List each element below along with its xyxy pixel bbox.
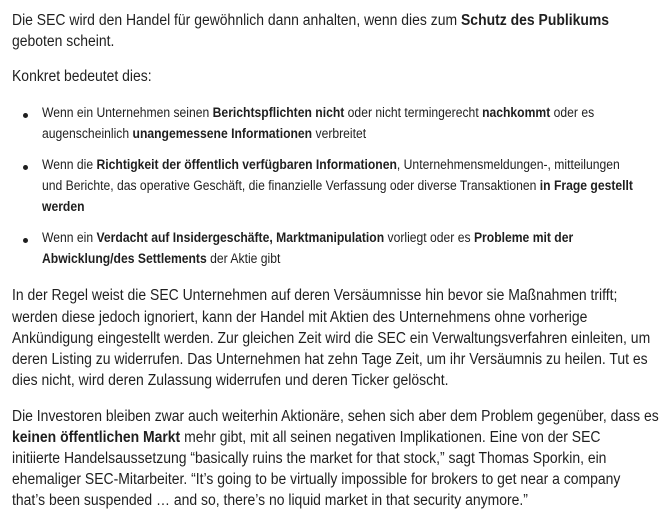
text: oder nicht termingerecht (344, 105, 483, 120)
text: Wenn ein Unternehmen seinen (42, 105, 213, 120)
text: vorliegt oder es (384, 230, 474, 245)
paragraph-line (12, 330, 650, 348)
text: geboten scheint. (12, 33, 115, 50)
bold-text: Abwicklung/des Settlements (42, 251, 207, 266)
list-item-line (42, 105, 594, 120)
text: der Aktie gibt (206, 251, 281, 266)
paragraph-line (12, 372, 449, 390)
paragraph-line (12, 450, 606, 468)
bold-text: werden (42, 199, 85, 214)
text: initiierte Handelsaussetzung “basically ruins the market for that stock,” sagt Thomas Sporkin, ein (12, 450, 607, 467)
bold-text: Schutz des Publikums (461, 12, 610, 29)
text: Wenn die (42, 157, 97, 172)
paragraph-line (12, 68, 152, 86)
bold-text: Probleme mit der (473, 230, 574, 245)
text: werden diese jedoch ignoriert, kann der Handel mit Aktien des Unternehmens ohne vorherige (12, 309, 588, 326)
bullet-icon (23, 165, 28, 170)
list-item-line (42, 199, 85, 214)
paragraph-line (12, 492, 528, 510)
list-item-line (42, 126, 366, 141)
list-item-line (42, 157, 620, 172)
paragraph-line (12, 471, 620, 489)
bold-text: Richtigkeit der öffentlich verfügbaren Informationen (96, 157, 397, 172)
bullet-icon (23, 113, 28, 118)
text: verbreitet (312, 126, 367, 141)
bold-text: in Frage gestellt (539, 178, 633, 193)
paragraph-line (12, 351, 648, 369)
text: Wenn ein (42, 230, 97, 245)
text: , Unternehmensmeldungen-, mitteilungen (396, 157, 620, 172)
paragraph-line (12, 287, 617, 305)
bold-text: nachkommt (482, 105, 551, 120)
bold-text: Verdacht auf Insidergeschäfte, Marktmanipulation (96, 230, 385, 245)
list-item-line (42, 251, 280, 266)
text: oder es (550, 105, 595, 120)
paragraph-line (12, 309, 587, 327)
text: deren Listing zu widerrufen. Das Unternehmen hat zehn Tage Zeit, um ihr Versäumnis zu heilen. Tut es (12, 351, 648, 368)
paragraph-line (12, 12, 609, 30)
bullet-icon (23, 238, 28, 243)
text: Die Investoren bleiben zwar auch weiterhin Aktionäre, sehen sich aber dem Problem gegenüber, dass es (12, 408, 659, 425)
bold-text: keinen öffentlichen Markt (12, 429, 181, 446)
text: Konkret bedeutet dies: (12, 68, 152, 85)
text: In der Regel weist die SEC Unternehmen auf deren Versäumnisse hin bevor sie Maßnahmen trifft; (12, 287, 618, 304)
paragraph-line (12, 408, 659, 426)
text: mehr gibt, mit all seinen negativen Implikationen. Eine von der SEC (180, 429, 601, 446)
paragraph-line (12, 429, 600, 447)
text: that’s been suspended … and so, there’s no liquid market in that security anymore.” (12, 492, 528, 509)
list-item-line (42, 230, 573, 245)
list-item-line (42, 178, 633, 193)
text: und Berichte, das operative Geschäft, die finanzielle Verfassung oder diverse Transaktionen (42, 178, 540, 193)
text: Ankündigung eingestellt werden. Zur gleichen Zeit wird die SEC ein Verwaltungsverfahren einleiten, um (12, 330, 651, 347)
text: dies nicht, wird deren Zulassung widerrufen und deren Ticker gelöscht. (12, 372, 449, 389)
bold-text: Berichtspflichten nicht (212, 105, 345, 120)
text: Die SEC wird den Handel für gewöhnlich dann anhalten, wenn dies zum (12, 12, 462, 29)
bold-text: unangemessene Informationen (132, 126, 313, 141)
paragraph-line (12, 33, 114, 51)
text: augenscheinlich (42, 126, 133, 141)
text: ehemaliger SEC-Mitarbeiter. “It’s going to be virtually impossible for brokers to get near a company (12, 471, 621, 488)
